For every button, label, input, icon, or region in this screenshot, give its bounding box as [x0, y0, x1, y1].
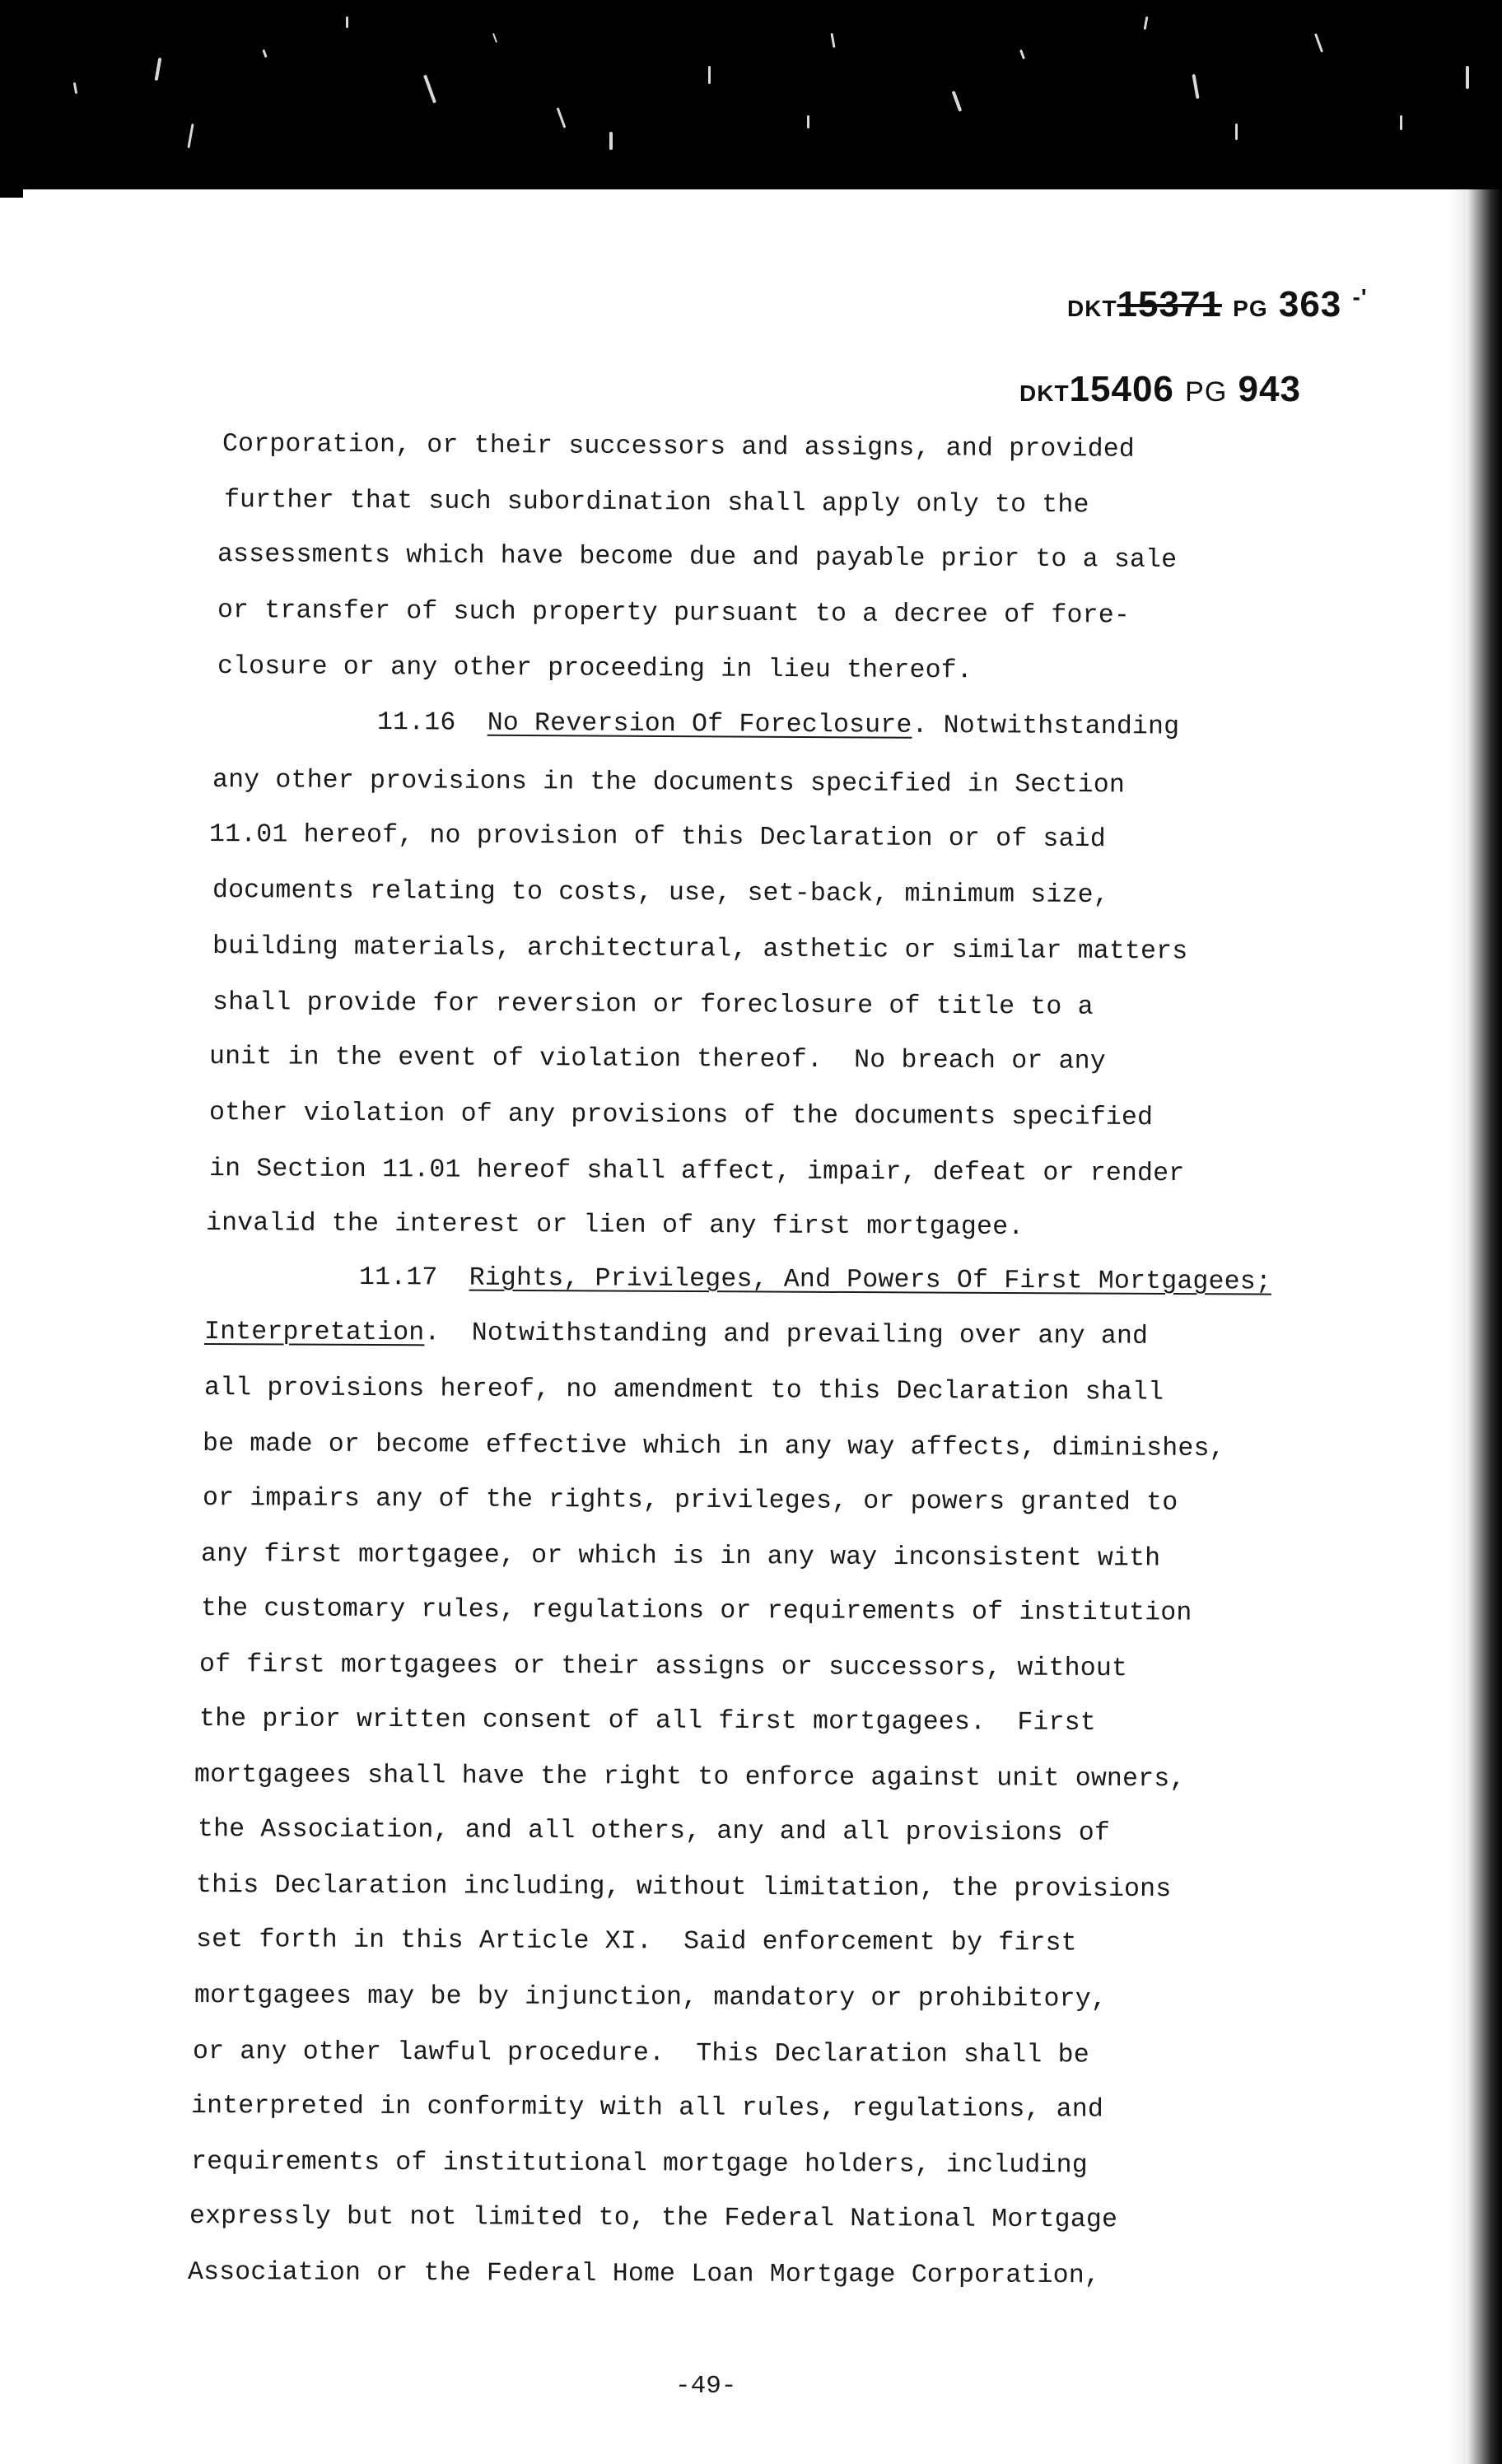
text-run: further that such subordination shall apply only to the [223, 486, 1089, 520]
text-line [212, 875, 1109, 912]
text-run: 11.17 [358, 1263, 469, 1293]
text-run: 11.16 [376, 708, 487, 738]
text-run: documents relating to costs, use, set-back, minimum size, [212, 876, 1109, 911]
text-run: any other provisions in the documents specified in Section [212, 766, 1126, 800]
text-line [217, 595, 1130, 633]
text-run: any first mortgagee, or which is in any way inconsistent with [200, 1540, 1161, 1574]
stamp-prefix: DKT [1067, 296, 1117, 321]
text-line [209, 1041, 1106, 1079]
text-line [212, 931, 1188, 968]
text-run: mortgagees shall have the right to enforce against unit owners, [194, 1761, 1186, 1794]
underlined-heading: Rights, Privileges, And Powers Of First Mortgagees; [469, 1263, 1272, 1297]
text-run: all provisions hereof, no amendment to this Declaration shall [203, 1374, 1164, 1407]
text-run: closure or any other proceeding in lieu thereof. [217, 652, 973, 686]
text-line [224, 484, 1089, 522]
text-run: the Association, and all others, any and all provisions of [197, 1815, 1111, 1848]
text-run: unit in the event of violation thereof. No breach or any [208, 1043, 1106, 1076]
text-line [189, 2200, 1117, 2237]
text-run: this Declaration including, without limitation, the provisions [195, 1871, 1172, 1905]
text-run: in Section 11.01 hereof shall affect, impair, defeat or render [208, 1155, 1185, 1189]
text-line [196, 1869, 1172, 1906]
stamp-tail-mark: -' [1352, 284, 1368, 310]
text-run: requirements of institutional mortgage holders, including [190, 2148, 1088, 2181]
text-line [191, 2146, 1088, 2182]
text-run: the customary rules, regulations or requirements of institution [200, 1594, 1192, 1628]
stamp-pg-label: PG [1233, 296, 1268, 321]
text-line [201, 1593, 1192, 1631]
text-line [199, 1703, 1096, 1740]
text-run: assessments which have become due and payable prior to a sale [217, 540, 1178, 575]
text-run: Association or the Federal Home Loan Mortgage Corporation, [187, 2258, 1101, 2291]
text-run: invalid the interest or lien of any first mortgagee. [205, 1209, 1024, 1243]
underlined-heading: Interpretation [203, 1318, 425, 1348]
stamp-page-number: 363 [1278, 284, 1342, 324]
text-line [199, 1649, 1127, 1686]
text-run: building materials, architectural, asthetic or similar matters [212, 932, 1188, 967]
text-run: . Notwithstanding [912, 711, 1180, 742]
stamp-book-number: 15406 [1069, 369, 1174, 409]
page-number: -49- [675, 2372, 737, 2401]
text-run: shall provide for reversion or foreclosure of title to a [212, 988, 1094, 1022]
text-run: . Notwithstanding and prevailing over any and [424, 1318, 1149, 1351]
text-line [203, 1482, 1178, 1520]
text-run: interpreted in conformity with all rules, regulations, and [190, 2092, 1104, 2125]
text-line [203, 1428, 1225, 1466]
text-line [212, 764, 1125, 802]
text-run: other violation of any provisions of the documents specified [208, 1099, 1154, 1133]
text-run: or any other lawful procedure. This Declaration shall be [192, 2037, 1089, 2070]
text-line [206, 1207, 1024, 1244]
text-line [212, 987, 1094, 1024]
text-line [196, 1924, 1077, 1961]
text-run: 11.01 hereof, no provision of this Declaration or of said [208, 820, 1106, 855]
stamp-prefix: DKT [1019, 380, 1070, 406]
text-line [377, 707, 1180, 744]
text-run: set forth in this Article XI. Said enforcement by first [195, 1925, 1077, 1958]
text-line [204, 1372, 1164, 1410]
text-line [359, 1262, 1271, 1300]
stamp-book-number: 15371 [1117, 284, 1222, 324]
text-run: the prior written consent of all first mortgagees. First [198, 1705, 1096, 1738]
text-run: mortgagees may be by injunction, mandatory or prohibitory, [194, 1981, 1108, 2014]
text-line [222, 428, 1135, 467]
text-line [209, 1097, 1153, 1135]
text-line [204, 1316, 1148, 1354]
text-line [201, 1538, 1160, 1575]
text-line [194, 1759, 1186, 1796]
text-run: or impairs any of the rights, privileges, or powers granted to [202, 1484, 1178, 1518]
stamp-pg-label: PG [1185, 376, 1228, 408]
text-run: expressly but not limited to, the Federal National Mortgage [189, 2202, 1118, 2235]
text-line [194, 1980, 1107, 2017]
text-line [217, 539, 1178, 577]
underlined-heading: No Reversion Of Foreclosure [487, 708, 912, 740]
text-line [191, 2090, 1103, 2126]
stamp-page-number: 943 [1238, 369, 1301, 409]
text-line [209, 819, 1106, 856]
text-run: be made or become effective which in any way affects, diminishes, [202, 1430, 1225, 1464]
text-line [209, 1153, 1185, 1191]
text-line [193, 2036, 1089, 2072]
text-line [198, 1813, 1110, 1850]
text-run: or transfer of such property pursuant to a decree of fore- [217, 596, 1131, 631]
text-line [217, 651, 973, 688]
text-run: Corporation, or their successors and assigns, and provided [222, 430, 1136, 464]
text-line [188, 2256, 1100, 2293]
text-run: of first mortgagees or their assigns or successors, without [198, 1650, 1128, 1684]
